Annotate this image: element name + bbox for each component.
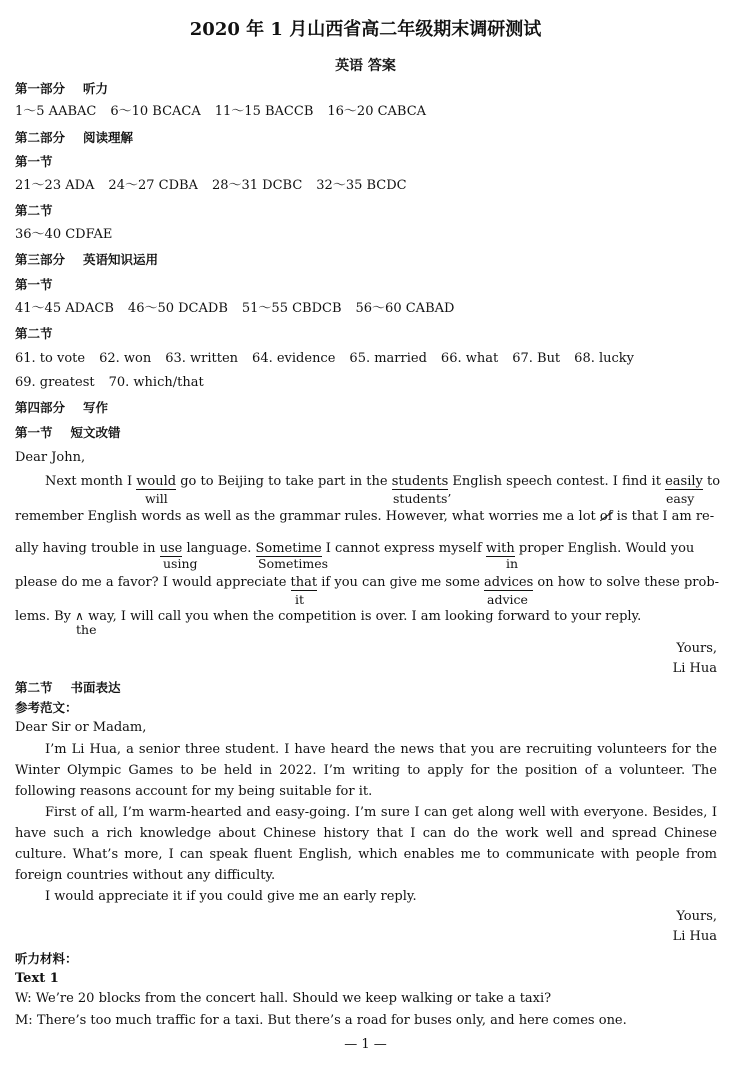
deleted-word: of [599,509,613,524]
part3-section2-heading: 第二节 [15,326,53,341]
part2-section2-heading: 第二节 [15,203,53,218]
part1-heading: 第一部分 听力 [15,81,109,96]
error-word: that [290,575,318,590]
part4-heading: 第四部分 写作 [15,400,109,415]
part3-heading: 第三部分 英语知识运用 [15,252,159,267]
part3-section2-answers-row2: 69. greatest 70. which/that [15,375,204,390]
dialogue-line-1: W: We’re 20 blocks from the concert hall. Should we keep walking or take a taxi? [15,991,552,1006]
correction-fix: will [145,491,168,506]
error-word: Sometime [255,541,322,556]
letter-paragraph-2: First of all, I’m warm-hearted and easy-going. I’m sure I can get along well with everyone. Besides, I have such a rich knowledge about Chinese history that I can do the work well and spread Chinese culture. What’s more, I can speak fluent English, which enables me to communicate with people from foreign countries without any difficulty. [15,805,717,883]
error-word: students [391,474,449,489]
correction-line-4: please do me a favor? I would appreciate that if you can give me some advices on how to solve these prob- [15,575,720,590]
error-word: advices [484,575,534,590]
correction-closing: Yours, [676,641,717,656]
error-word: would [136,474,177,489]
correction-fix: Sometimes [258,556,329,571]
part3-section1-heading: 第一节 [15,277,53,292]
correction-line-2: remember English words as well as the grammar rules. However, what worries me a lot of is that I am re- [15,509,715,524]
error-word: easily [665,474,703,489]
part2-heading: 第二部分 阅读理解 [15,130,134,145]
part1-answers: 1～5 AABAC 6～10 BCACA 11～15 BACCB 16～20 CABCA [15,104,427,119]
correction-line-1: Next month I would go to Beijing to take part in the students English speech contest. I find it easily to [45,474,721,489]
page-subtitle: 英语 答案 [335,58,396,74]
error-word: use [159,541,183,556]
correction-fix: advice [487,592,528,607]
letter-paragraph-1: I’m Li Hua, a senior three student. I have heard the news that you are recruiting volunteers for the Winter Olympic Games to be held in 2022. I’m writing to apply for the position of a volunteer. The following reasons account for my being suitable for it. [15,742,717,799]
part3-section1-answers: 41～45 ADACB 46～50 DCADB 51～55 CBDCB 56～60 CABAD [15,301,455,316]
page-title: 2020 年 1 月山西省高二年级期末调研测试 [189,19,542,40]
correction-fix: in [506,556,519,571]
sample-essay-label: 参考范文： [15,700,78,715]
part4-section1-heading: 第一节 短文改错 [15,425,121,440]
part3-section2-answers-row1: 61. to vote 62. won 63. written 64. evidence 65. married 66. what 67. But 68. lucky [15,351,635,366]
part4-section2-heading: 第二节 书面表达 [15,680,121,695]
correction-fix: easy [666,491,695,506]
correction-fix: it [295,592,305,607]
correction-line-5: lems. By ∧ way, I will call you when the competition is over. I am looking forward to your reply. [15,609,642,624]
dialogue-line-2: M: There’s too much traffic for a taxi. But there’s a road for buses only, and here comes one. [15,1013,627,1028]
letter-signature: Li Hua [672,929,717,944]
part2-section2-answers: 36～40 CDFAE [15,227,113,242]
correction-fix: students’ [393,491,452,506]
insert-caret-icon: ∧ [75,609,84,623]
part2-section1-heading: 第一节 [15,154,53,169]
letter-paragraph-3: I would appreciate it if you could give me an early reply. [45,889,417,904]
correction-fix: using [163,556,198,571]
correction-fix: the [76,622,97,637]
correction-greeting: Dear John, [15,450,86,465]
correction-signature: Li Hua [672,661,717,676]
correction-line-3: ally having trouble in use language. Sometime I cannot express myself with proper English. Would you [15,541,695,556]
page-number: — 1 — [344,1037,387,1052]
part2-section1-answers: 21～23 ADA 24～27 CDBA 28～31 DCBC 32～35 BCDC [15,178,407,193]
listening-material-label: 听力材料： [15,951,78,966]
error-word: with [485,541,515,556]
letter-greeting: Dear Sir or Madam, [15,720,147,735]
letter-closing: Yours, [676,909,717,924]
text1-label: Text 1 [15,971,59,986]
